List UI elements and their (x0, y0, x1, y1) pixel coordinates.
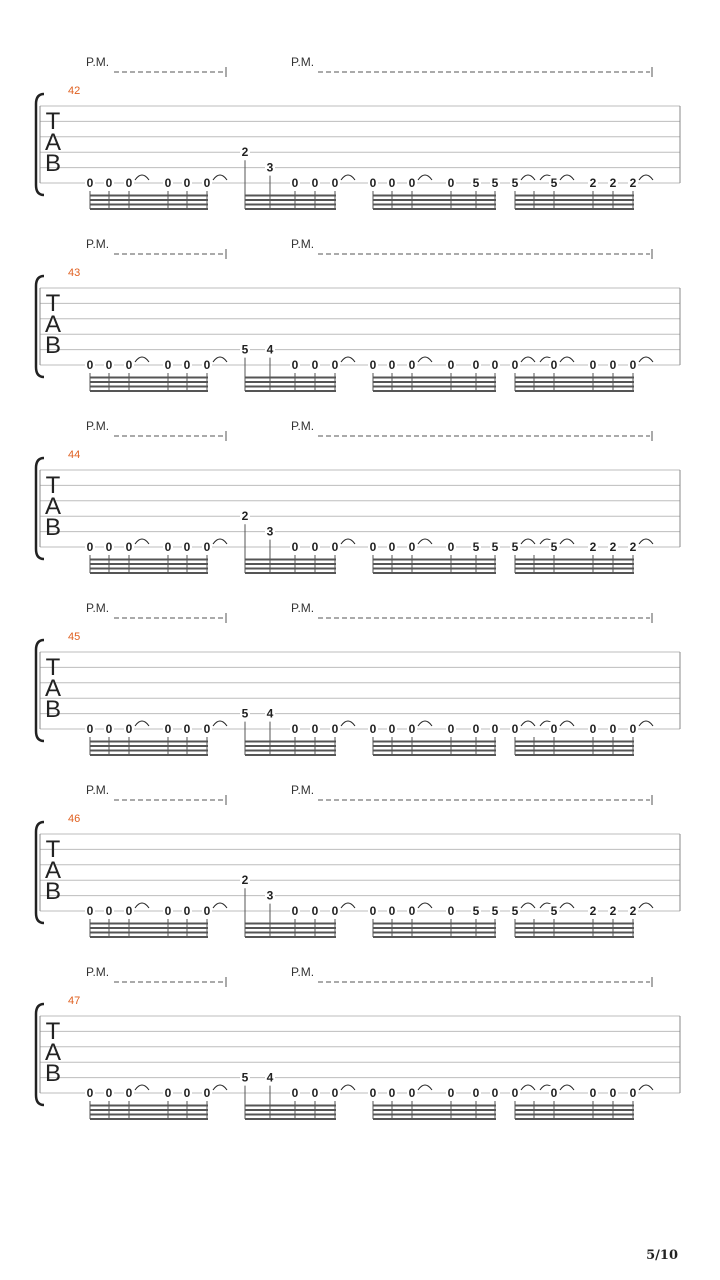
palm-mute-label: P.M. (86, 419, 110, 433)
fret-number: 0 (203, 358, 211, 372)
fret-number: 0 (183, 904, 191, 918)
tie-arc (639, 175, 653, 180)
tie-arc (213, 175, 227, 180)
fret-number: 2 (589, 904, 597, 918)
fret-number: 0 (550, 722, 558, 736)
fret-number: 0 (609, 358, 617, 372)
fret-number: 0 (447, 176, 455, 190)
fret-number: 0 (86, 358, 94, 372)
fret-number: 0 (491, 722, 499, 736)
fret-number: 0 (105, 176, 113, 190)
fret-number: 0 (311, 540, 319, 554)
fret-number: 0 (125, 176, 133, 190)
fret-number: 0 (472, 1086, 480, 1100)
fret-number: 0 (164, 1086, 172, 1100)
fret-number: 0 (589, 358, 597, 372)
tie-arc (560, 1085, 574, 1090)
fret-number: 0 (125, 358, 133, 372)
tie-arc (521, 903, 535, 908)
fret-number: 0 (369, 540, 377, 554)
fret-number: 0 (447, 904, 455, 918)
fret-number: 0 (447, 1086, 455, 1100)
tie-arc (213, 357, 227, 362)
fret-number: 0 (511, 1086, 519, 1100)
fret-number: 5 (511, 904, 519, 918)
tie-arc (135, 175, 149, 180)
fret-number: 4 (266, 706, 274, 721)
fret-number: 0 (105, 904, 113, 918)
tie-arc (341, 1085, 355, 1090)
tie-arc (521, 175, 535, 180)
fret-number: 4 (266, 342, 274, 357)
fret-number: 0 (629, 722, 637, 736)
fret-number: 0 (550, 1086, 558, 1100)
fret-number: 0 (511, 722, 519, 736)
tie-arc (135, 1085, 149, 1090)
fret-number: 2 (629, 540, 637, 554)
fret-number: 0 (491, 1086, 499, 1100)
fret-number: 5 (550, 904, 558, 918)
fret-number: 2 (241, 509, 249, 524)
measure-number: 43 (68, 267, 81, 279)
fret-number: 0 (447, 540, 455, 554)
fret-number: 0 (203, 722, 211, 736)
tie-arc (341, 539, 355, 544)
fret-number: 0 (86, 1086, 94, 1100)
fret-number: 0 (589, 1086, 597, 1100)
fret-number: 0 (203, 1086, 211, 1100)
fret-number: 0 (183, 176, 191, 190)
fret-number: 0 (369, 722, 377, 736)
fret-number: 0 (388, 358, 396, 372)
fret-number: 0 (331, 722, 339, 736)
fret-number: 0 (408, 722, 416, 736)
measure-number: 46 (68, 813, 81, 825)
fret-number: 5 (491, 176, 499, 190)
fret-number: 0 (408, 1086, 416, 1100)
fret-number: 0 (164, 904, 172, 918)
fret-number: 0 (203, 904, 211, 918)
staff-system (36, 237, 680, 391)
measure-number: 44 (68, 449, 81, 461)
fret-number: 2 (609, 904, 617, 918)
fret-number: 0 (388, 1086, 396, 1100)
tie-arc (135, 539, 149, 544)
tab-clef-letter: T (45, 1018, 61, 1045)
fret-number: 0 (388, 904, 396, 918)
fret-number: 0 (164, 540, 172, 554)
tab-clef-letter: B (44, 514, 62, 541)
fret-number: 2 (629, 904, 637, 918)
tie-arc (213, 539, 227, 544)
fret-number: 0 (291, 904, 299, 918)
palm-mute-label: P.M. (86, 55, 110, 69)
tab-clef-letter: A (44, 129, 62, 156)
fret-number: 0 (86, 176, 94, 190)
fret-number: 0 (164, 722, 172, 736)
fret-number: 0 (164, 176, 172, 190)
tie-arc (418, 1085, 432, 1090)
tab-clef-letter: T (45, 654, 61, 681)
staff-system (36, 55, 680, 209)
fret-number: 5 (472, 904, 480, 918)
fret-number: 0 (203, 540, 211, 554)
staff-system (36, 419, 680, 573)
fret-number: 2 (241, 873, 249, 888)
fret-number: 0 (491, 358, 499, 372)
tab-clef-letter: T (45, 108, 61, 135)
fret-number: 0 (589, 722, 597, 736)
fret-number: 0 (125, 722, 133, 736)
palm-mute-label: P.M. (86, 601, 110, 615)
fret-number: 0 (408, 904, 416, 918)
fret-number: 0 (511, 358, 519, 372)
tab-clef-letter: T (45, 472, 61, 499)
staff-system (36, 965, 680, 1119)
tie-arc (521, 357, 535, 362)
tie-arc (418, 175, 432, 180)
palm-mute-label: P.M. (291, 237, 315, 251)
tie-arc (560, 175, 574, 180)
tie-arc (639, 721, 653, 726)
fret-number: 0 (311, 1086, 319, 1100)
fret-number: 5 (472, 540, 480, 554)
tab-clef-letter: A (44, 857, 62, 884)
tie-arc (341, 175, 355, 180)
fret-number: 0 (183, 1086, 191, 1100)
fret-number: 0 (125, 540, 133, 554)
tie-arc (639, 903, 653, 908)
fret-number: 0 (331, 1086, 339, 1100)
fret-number: 4 (266, 1070, 274, 1085)
tie-arc (135, 357, 149, 362)
tie-arc (418, 721, 432, 726)
fret-number: 0 (447, 722, 455, 736)
fret-number: 0 (331, 540, 339, 554)
palm-mute-label: P.M. (291, 965, 315, 979)
palm-mute-label: P.M. (291, 55, 315, 69)
tie-arc (560, 721, 574, 726)
fret-number: 0 (183, 722, 191, 736)
fret-number: 0 (472, 358, 480, 372)
palm-mute-label: P.M. (291, 783, 315, 797)
palm-mute-label: P.M. (86, 237, 110, 251)
tab-clef-letter: A (44, 493, 62, 520)
fret-number: 5 (472, 176, 480, 190)
fret-number: 0 (331, 904, 339, 918)
fret-number: 0 (86, 540, 94, 554)
tie-arc (213, 1085, 227, 1090)
fret-number: 0 (291, 540, 299, 554)
fret-number: 5 (550, 176, 558, 190)
fret-number: 0 (472, 722, 480, 736)
tab-clef-letter: B (44, 1060, 62, 1087)
page-number: 5/10 (646, 1248, 678, 1263)
fret-number: 0 (369, 176, 377, 190)
tie-arc (135, 903, 149, 908)
fret-number: 2 (589, 540, 597, 554)
fret-number: 0 (408, 358, 416, 372)
fret-number: 2 (609, 540, 617, 554)
staff-system (36, 783, 680, 937)
fret-number: 0 (183, 540, 191, 554)
tie-arc (521, 721, 535, 726)
fret-number: 0 (291, 722, 299, 736)
fret-number: 0 (408, 540, 416, 554)
fret-number: 0 (369, 904, 377, 918)
tie-arc (521, 539, 535, 544)
tie-arc (639, 357, 653, 362)
fret-number: 0 (105, 722, 113, 736)
tie-arc (418, 539, 432, 544)
fret-number: 5 (491, 904, 499, 918)
tab-clef-letter: A (44, 1039, 62, 1066)
tab-clef-letter: T (45, 836, 61, 863)
fret-number: 0 (105, 358, 113, 372)
fret-number: 0 (183, 358, 191, 372)
measure-number: 42 (68, 85, 81, 97)
tie-arc (418, 357, 432, 362)
palm-mute-label: P.M. (86, 783, 110, 797)
staff-system (36, 601, 680, 755)
tab-clef-letter: B (44, 150, 62, 177)
tie-arc (521, 1085, 535, 1090)
fret-number: 0 (388, 722, 396, 736)
fret-number: 0 (550, 358, 558, 372)
tie-arc (639, 1085, 653, 1090)
fret-number: 0 (291, 176, 299, 190)
fret-number: 0 (369, 1086, 377, 1100)
tie-arc (418, 903, 432, 908)
tie-arc (213, 721, 227, 726)
fret-number: 0 (388, 176, 396, 190)
tie-arc (135, 721, 149, 726)
fret-number: 0 (291, 1086, 299, 1100)
fret-number: 5 (491, 540, 499, 554)
tab-clef-letter: A (44, 675, 62, 702)
fret-number: 3 (266, 524, 274, 539)
tie-arc (341, 903, 355, 908)
measure-number: 45 (68, 631, 81, 643)
fret-number: 0 (164, 358, 172, 372)
fret-number: 5 (550, 540, 558, 554)
fret-number: 5 (241, 706, 249, 721)
fret-number: 0 (291, 358, 299, 372)
fret-number: 0 (331, 358, 339, 372)
fret-number: 0 (629, 1086, 637, 1100)
fret-number: 3 (266, 888, 274, 903)
tie-arc (639, 539, 653, 544)
tie-arc (341, 357, 355, 362)
fret-number: 0 (629, 358, 637, 372)
tie-arc (213, 903, 227, 908)
fret-number: 5 (241, 1070, 249, 1085)
fret-number: 2 (609, 176, 617, 190)
fret-number: 0 (609, 1086, 617, 1100)
fret-number: 0 (369, 358, 377, 372)
fret-number: 0 (609, 722, 617, 736)
fret-number: 5 (511, 540, 519, 554)
tab-clef-letter: B (44, 878, 62, 905)
fret-number: 0 (447, 358, 455, 372)
palm-mute-label: P.M. (86, 965, 110, 979)
fret-number: 0 (331, 176, 339, 190)
fret-number: 0 (203, 176, 211, 190)
fret-number: 0 (311, 358, 319, 372)
fret-number: 0 (105, 540, 113, 554)
tab-clef-letter: B (44, 696, 62, 723)
tie-arc (341, 721, 355, 726)
tie-arc (560, 539, 574, 544)
fret-number: 5 (241, 342, 249, 357)
fret-number: 2 (589, 176, 597, 190)
fret-number: 0 (311, 722, 319, 736)
fret-number: 0 (125, 1086, 133, 1100)
palm-mute-label: P.M. (291, 601, 315, 615)
tab-clef-letter: A (44, 311, 62, 338)
fret-number: 2 (241, 145, 249, 160)
fret-number: 0 (311, 176, 319, 190)
fret-number: 0 (86, 722, 94, 736)
fret-number: 0 (86, 904, 94, 918)
fret-number: 0 (388, 540, 396, 554)
tab-clef-letter: B (44, 332, 62, 359)
fret-number: 5 (511, 176, 519, 190)
fret-number: 0 (408, 176, 416, 190)
tab-clef-letter: T (45, 290, 61, 317)
fret-number: 0 (311, 904, 319, 918)
palm-mute-label: P.M. (291, 419, 315, 433)
measure-number: 47 (68, 995, 81, 1007)
tie-arc (560, 903, 574, 908)
fret-number: 0 (125, 904, 133, 918)
fret-number: 0 (105, 1086, 113, 1100)
fret-number: 3 (266, 160, 274, 175)
tie-arc (560, 357, 574, 362)
fret-number: 2 (629, 176, 637, 190)
